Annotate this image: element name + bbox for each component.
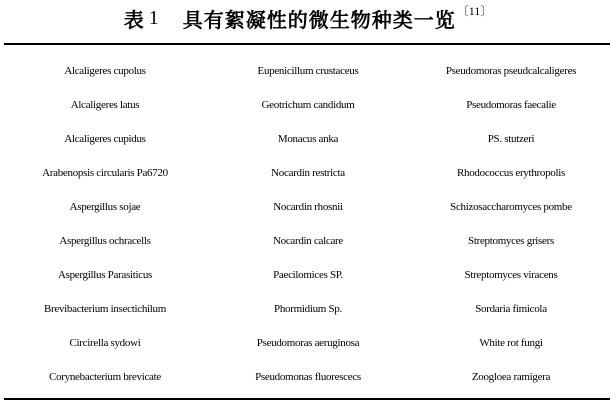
table-cell: Streptomyces viracens (464, 269, 558, 281)
table-cell: Pseudomoras faecalie (466, 99, 556, 111)
reference-mark: 〔11〕 (456, 4, 493, 18)
table-cell: Pseudomoras aeruginosa (256, 337, 360, 349)
table-cell: Geotrichum candidum (261, 99, 355, 111)
table-cell: Nocardin rhosnii (273, 201, 343, 213)
table-cell: Zoogloea ramigera (471, 371, 551, 383)
table-number: 1 (148, 7, 159, 29)
table-cell: Rhodococcus erythropolis (457, 167, 565, 179)
table-cell: Brevibacterium insectichilum (43, 303, 167, 315)
table-cell: Nocardin restricta (271, 167, 345, 179)
table-cell: Corynebacterium brevicate (49, 371, 161, 383)
table-cell: Aspergillus ochracells (59, 235, 151, 247)
table-cell: Eupenicillum crustaceus (257, 65, 359, 77)
table-cell: Monacus anka (277, 133, 339, 145)
table-cell: Streptomyces grisers (468, 235, 554, 247)
table-caption (0, 4, 616, 38)
table-cell: Alcaligeres cupidus (64, 133, 146, 145)
table-cell: Aspergillus sojae (69, 201, 141, 213)
table-cell: Sordaria fimicola (475, 303, 547, 315)
table-cell: Paecilomices SP. (273, 269, 343, 281)
table-cell: PS. stutzeri (487, 133, 535, 145)
table-cell: Alcaligeres latus (70, 99, 140, 111)
species-table (0, 54, 616, 394)
table-bottom-rule (4, 398, 610, 400)
table-cell: Phormidium Sp. (274, 303, 342, 315)
table-cell: Arabenopsis circularis Pa6720 (42, 167, 168, 179)
table-cell: Nocardin calcare (272, 235, 343, 247)
table-cell: White rot fungi (479, 337, 543, 349)
table-title: 具有絮凝性的微生物种类一览 (182, 8, 456, 32)
table-cell: Circirella sydowi (69, 337, 141, 349)
table-label: 表 (123, 8, 145, 32)
table-cell: Schizosaccharomyces pombe (450, 201, 572, 213)
table-top-rule (4, 43, 610, 45)
table-cell: Alcaligeres cupolus (64, 65, 146, 77)
table-cell: Pseudomoras pseudcalcaligeres (445, 65, 577, 77)
table-cell: Aspergillus Parasiticus (57, 269, 153, 281)
table-cell: Pseudomonas fluorescecs (255, 371, 361, 383)
